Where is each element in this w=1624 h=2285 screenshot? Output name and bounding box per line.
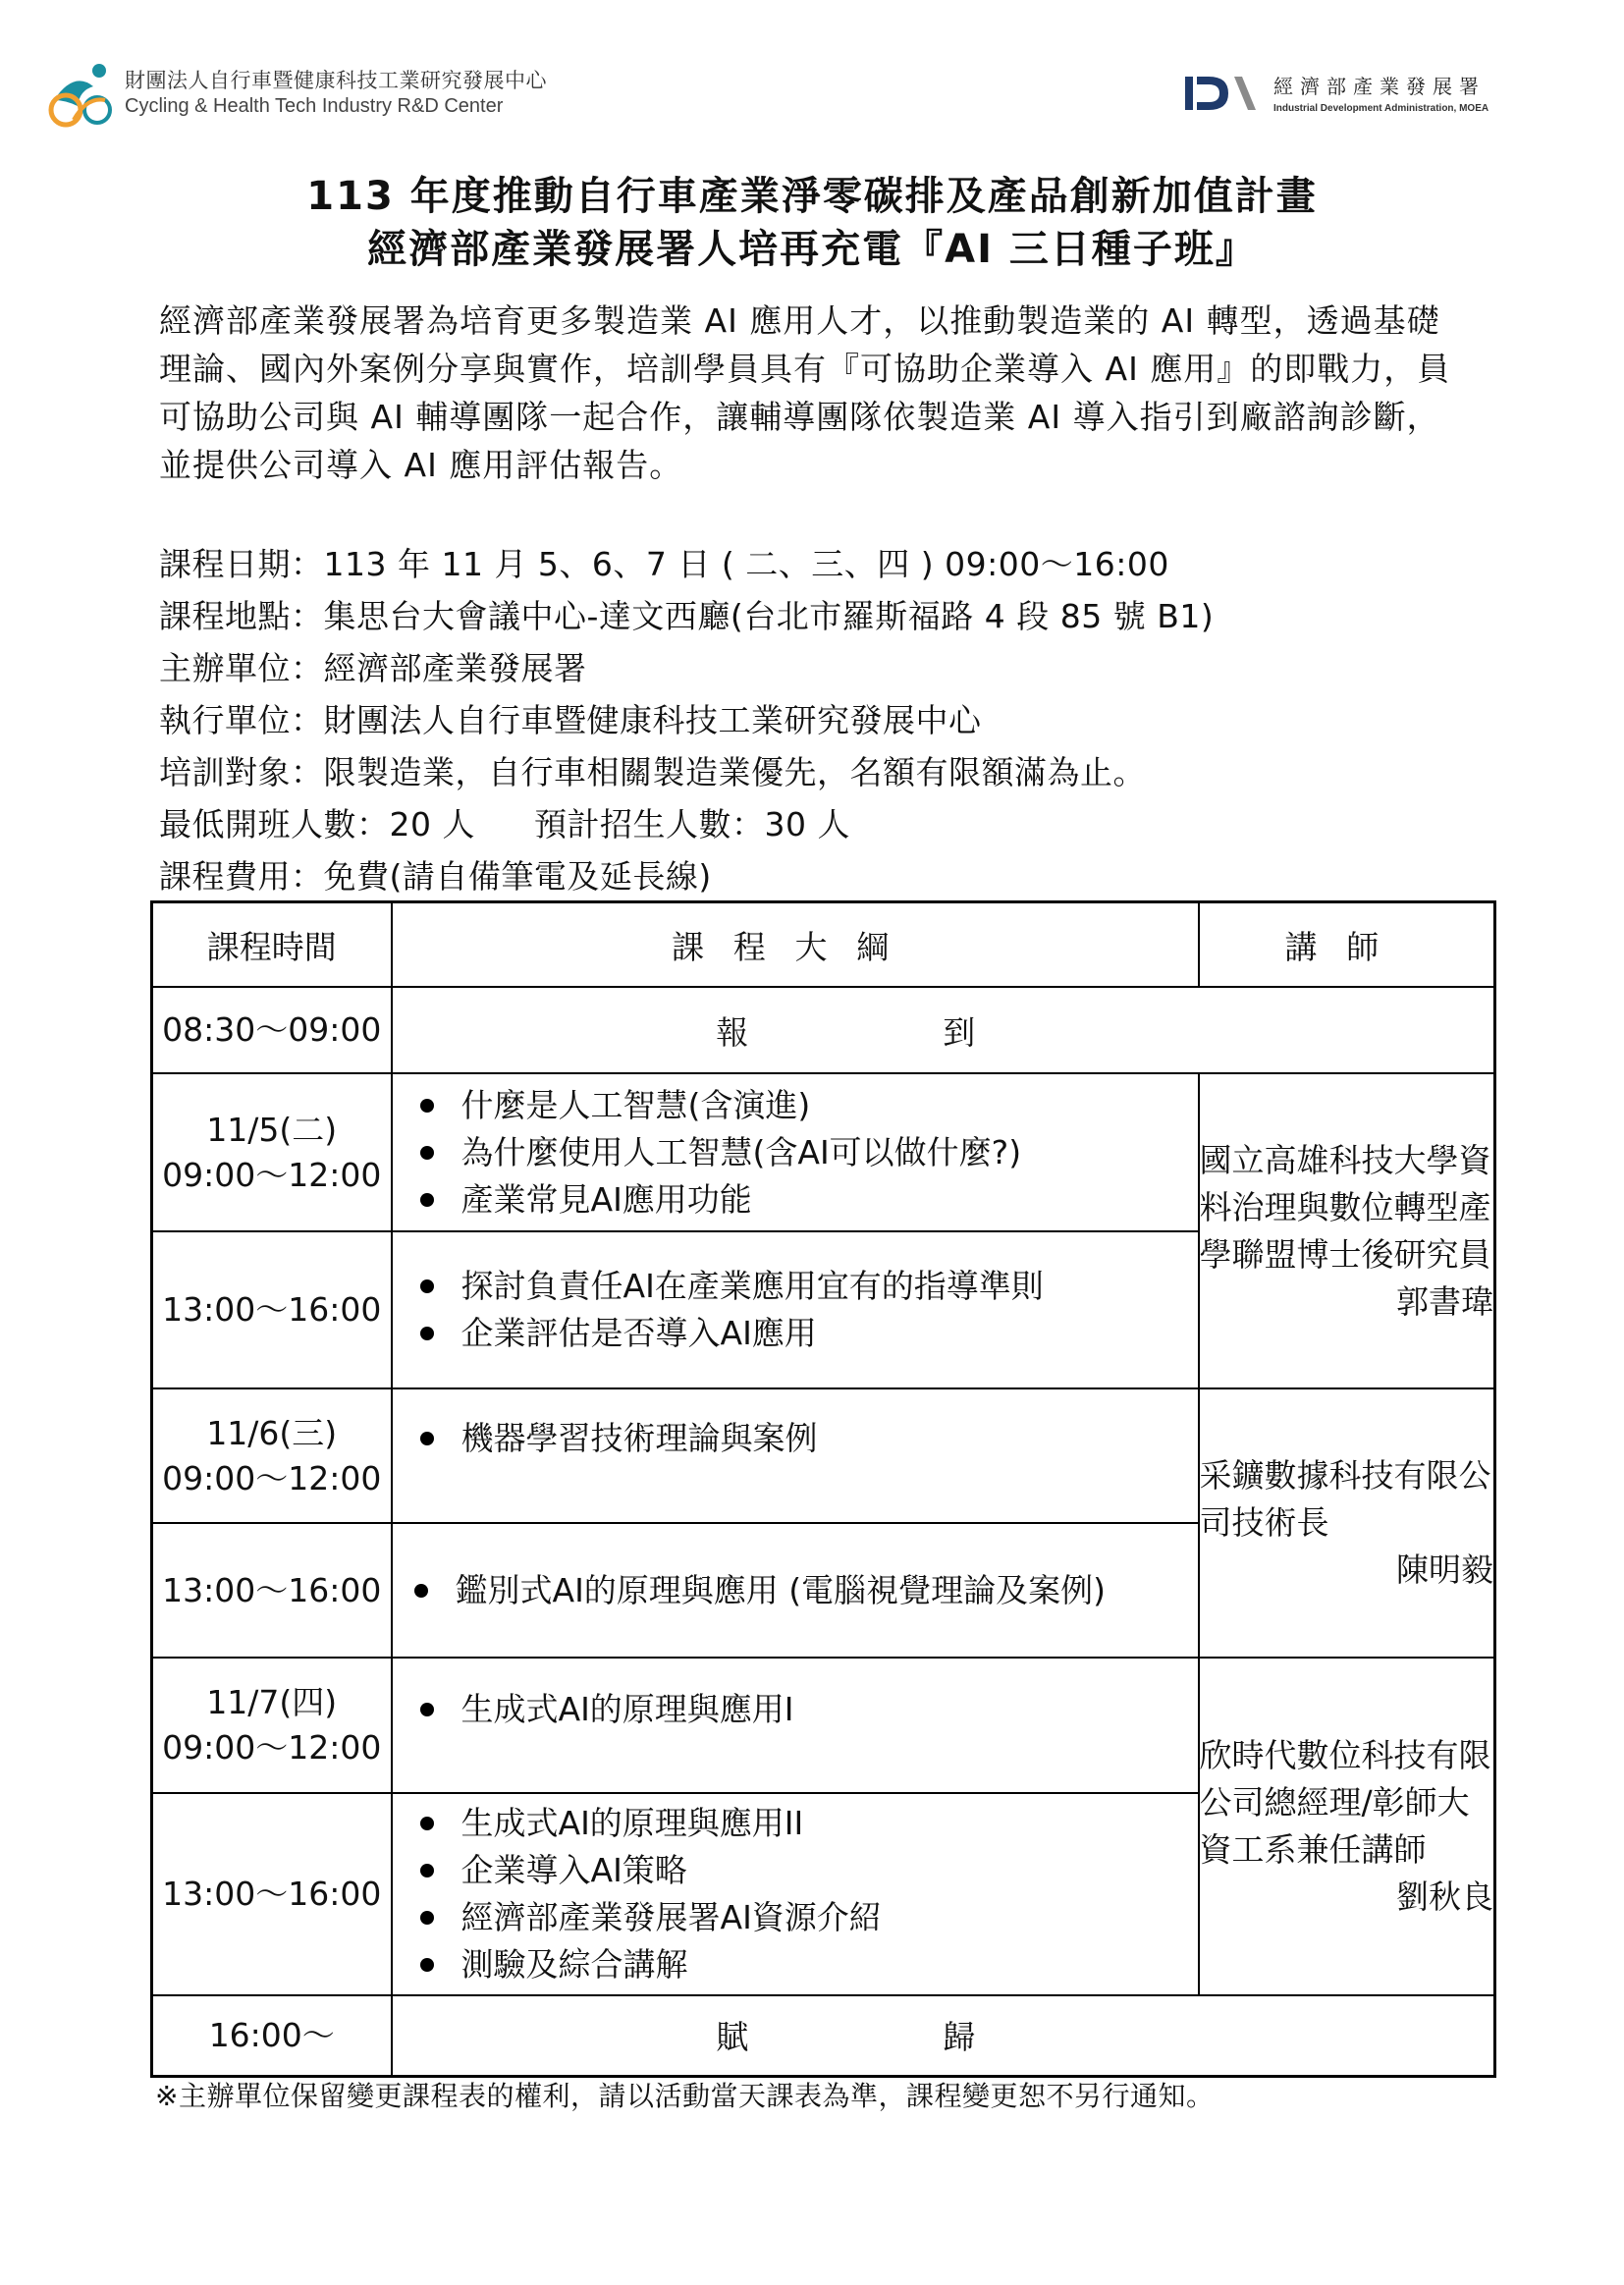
session-topics	[392, 1231, 1199, 1388]
center-logo	[44, 61, 547, 130]
ida-name-en: Industrial Development Administration, MOEA	[1273, 103, 1489, 114]
page-title-line-1: 113 年度推動自行車產業淨零碳排及產品創新加值計畫	[306, 174, 1318, 219]
list-item	[412, 1129, 1198, 1176]
instructor-cell	[1199, 1388, 1495, 1658]
bullet-icon	[420, 1864, 434, 1877]
bullet-icon	[420, 1432, 434, 1445]
bullet-icon	[420, 1911, 434, 1925]
course-executor: 執行單位：財團法人自行車暨健康科技工業研究發展中心	[159, 701, 982, 739]
table-header-row	[152, 902, 1495, 988]
list-item	[412, 1894, 1198, 1941]
table-row	[152, 1658, 1495, 1793]
page-title-line-2: 經濟部產業發展署人培再充電『AI 三日種子班』	[367, 227, 1257, 272]
center-name-en: Cycling & Health Tech Industry R&D Center	[125, 95, 504, 117]
session-time: 13:00～16:00	[152, 1793, 392, 1995]
list-item	[412, 1082, 1198, 1129]
session-topics	[392, 1388, 1199, 1523]
end-label: 賦歸	[392, 1995, 1495, 2076]
session-hours: 09:00～12:00	[162, 1728, 382, 1767]
session-time	[152, 1073, 392, 1231]
topic-text: 企業導入AI策略	[460, 1851, 687, 1889]
session-time	[152, 1658, 392, 1793]
session-hours: 09:00～12:00	[162, 1458, 382, 1497]
topic-text: 鑑別式AI的原理與應用 (電腦視覺理論及案例)	[455, 1570, 1107, 1609]
course-headcount	[159, 798, 1534, 850]
header-instructor: 講師	[1199, 902, 1495, 988]
session-time	[152, 1388, 392, 1523]
bullet-icon	[420, 1279, 434, 1293]
list-item	[412, 1310, 1198, 1357]
course-organizer: 主辦單位：經濟部產業發展署	[159, 649, 587, 687]
header-outline: 課程大綱	[392, 902, 1199, 988]
session-hours: 09:00～12:00	[162, 1155, 382, 1194]
topic-text: 企業評估是否導入AI應用	[460, 1314, 817, 1352]
bullet-icon	[420, 1146, 434, 1160]
table-row	[152, 1995, 1495, 2076]
list-item	[412, 1800, 1198, 1847]
list-item	[406, 1567, 1198, 1614]
instructor-org: 采鑛數據科技有限公司技術長	[1199, 1456, 1491, 1542]
topic-text: 為什麼使用人工智慧(含AI可以做什麼?)	[460, 1132, 1022, 1171]
instructor-name: 陳明毅	[1396, 1551, 1493, 1589]
bullet-icon	[420, 1327, 434, 1340]
table-row	[152, 987, 1495, 1073]
topic-text: 經濟部產業發展署AI資源介紹	[460, 1898, 882, 1936]
center-name-zh: 財團法人自行車暨健康科技工業研究發展中心	[125, 69, 547, 92]
session-date: 11/5(二)	[206, 1110, 338, 1149]
session-date: 11/6(三)	[206, 1413, 338, 1452]
instructor-org: 欣時代數位科技有限公司總經理/彰師大資工系兼任講師	[1199, 1736, 1491, 1869]
topic-text: 測驗及綜合講解	[460, 1945, 688, 1984]
table-row	[152, 1388, 1495, 1523]
planned-headcount: 預計招生人數：30 人	[533, 805, 850, 843]
session-date: 11/7(四)	[206, 1683, 338, 1721]
topic-text: 什麼是人工智慧(含演進)	[460, 1085, 811, 1124]
footnote: ※主辦單位保留變更課程表的權利，請以活動當天課表為準，課程變更恕不另行通知。	[155, 2080, 1215, 2112]
bullet-icon	[414, 1584, 428, 1598]
instructor-cell	[1199, 1073, 1495, 1388]
session-time: 13:00～16:00	[152, 1523, 392, 1658]
topic-text: 機器學習技術理論與案例	[460, 1419, 818, 1457]
intro-line: 可協助公司與 AI 輔導團隊一起合作，讓輔導團隊依製造業 AI 導入指引到廠諮詢診斷，	[159, 398, 1440, 436]
session-topics	[392, 1073, 1199, 1231]
checkin-time: 08:30～09:00	[152, 987, 392, 1073]
session-topics	[392, 1523, 1199, 1658]
intro-paragraph	[159, 297, 1534, 489]
list-item	[412, 1941, 1198, 1988]
topic-text: 生成式AI的原理與應用I	[460, 1690, 794, 1728]
bullet-icon	[420, 1099, 434, 1113]
end-time: 16:00～	[152, 1995, 392, 2076]
min-headcount: 最低開班人數：20 人	[159, 805, 475, 843]
list-item	[412, 1176, 1198, 1224]
course-info	[159, 538, 1534, 902]
table-row	[152, 1073, 1495, 1231]
list-item	[412, 1686, 1198, 1733]
list-item	[412, 1415, 1198, 1462]
course-date: 課程日期：113 年 11 月 5、6、7 日 ( 二、三、四 ) 09:00～16:00	[159, 545, 1169, 583]
cycling-center-logo-icon	[44, 61, 117, 130]
list-item	[412, 1847, 1198, 1894]
course-venue: 課程地點：集思台大會議中心-達文西廳(台北市羅斯福路 4 段 85 號 B1)	[159, 597, 1215, 635]
topic-text: 產業常見AI應用功能	[460, 1179, 752, 1219]
instructor-cell	[1199, 1658, 1495, 1995]
course-fee: 課程費用：免費(請自備筆電及延長線)	[159, 857, 712, 896]
topic-text: 探討負責任AI在產業應用宜有的指導準則	[460, 1267, 1044, 1305]
session-topics	[392, 1793, 1199, 1995]
instructor-name: 郭書瑋	[1396, 1281, 1493, 1321]
ida-logo	[1183, 71, 1537, 130]
instructor-org: 國立高雄科技大學資料治理與數位轉型產學聯盟博士後研究員	[1199, 1140, 1491, 1274]
session-topics	[392, 1658, 1199, 1793]
ida-logo-icon	[1183, 71, 1258, 116]
header-time: 課程時間	[152, 902, 392, 988]
intro-line: 經濟部產業發展署為培育更多製造業 AI 應用人才，以推動製造業的 AI 轉型，透過基礎	[159, 301, 1440, 340]
schedule-table	[150, 900, 1496, 2078]
bullet-icon	[420, 1703, 434, 1716]
instructor-name: 劉秋良	[1396, 1877, 1493, 1916]
course-target: 培訓對象：限製造業，自行車相關製造業優先，名額有限額滿為止。	[159, 753, 1146, 791]
intro-line: 並提供公司導入 AI 應用評估報告。	[159, 446, 683, 484]
list-item	[412, 1263, 1198, 1310]
checkin-label: 報到	[392, 987, 1495, 1073]
bullet-icon	[420, 1958, 434, 1972]
bullet-icon	[420, 1193, 434, 1207]
session-time: 13:00～16:00	[152, 1231, 392, 1388]
intro-line: 理論、國內外案例分享與實作，培訓學員具有『可協助企業導入 AI 應用』的即戰力，員	[159, 350, 1451, 388]
bullet-icon	[420, 1817, 434, 1830]
ida-name-zh: 經濟部產業發展署	[1273, 75, 1486, 98]
topic-text: 生成式AI的原理與應用II	[460, 1804, 804, 1842]
